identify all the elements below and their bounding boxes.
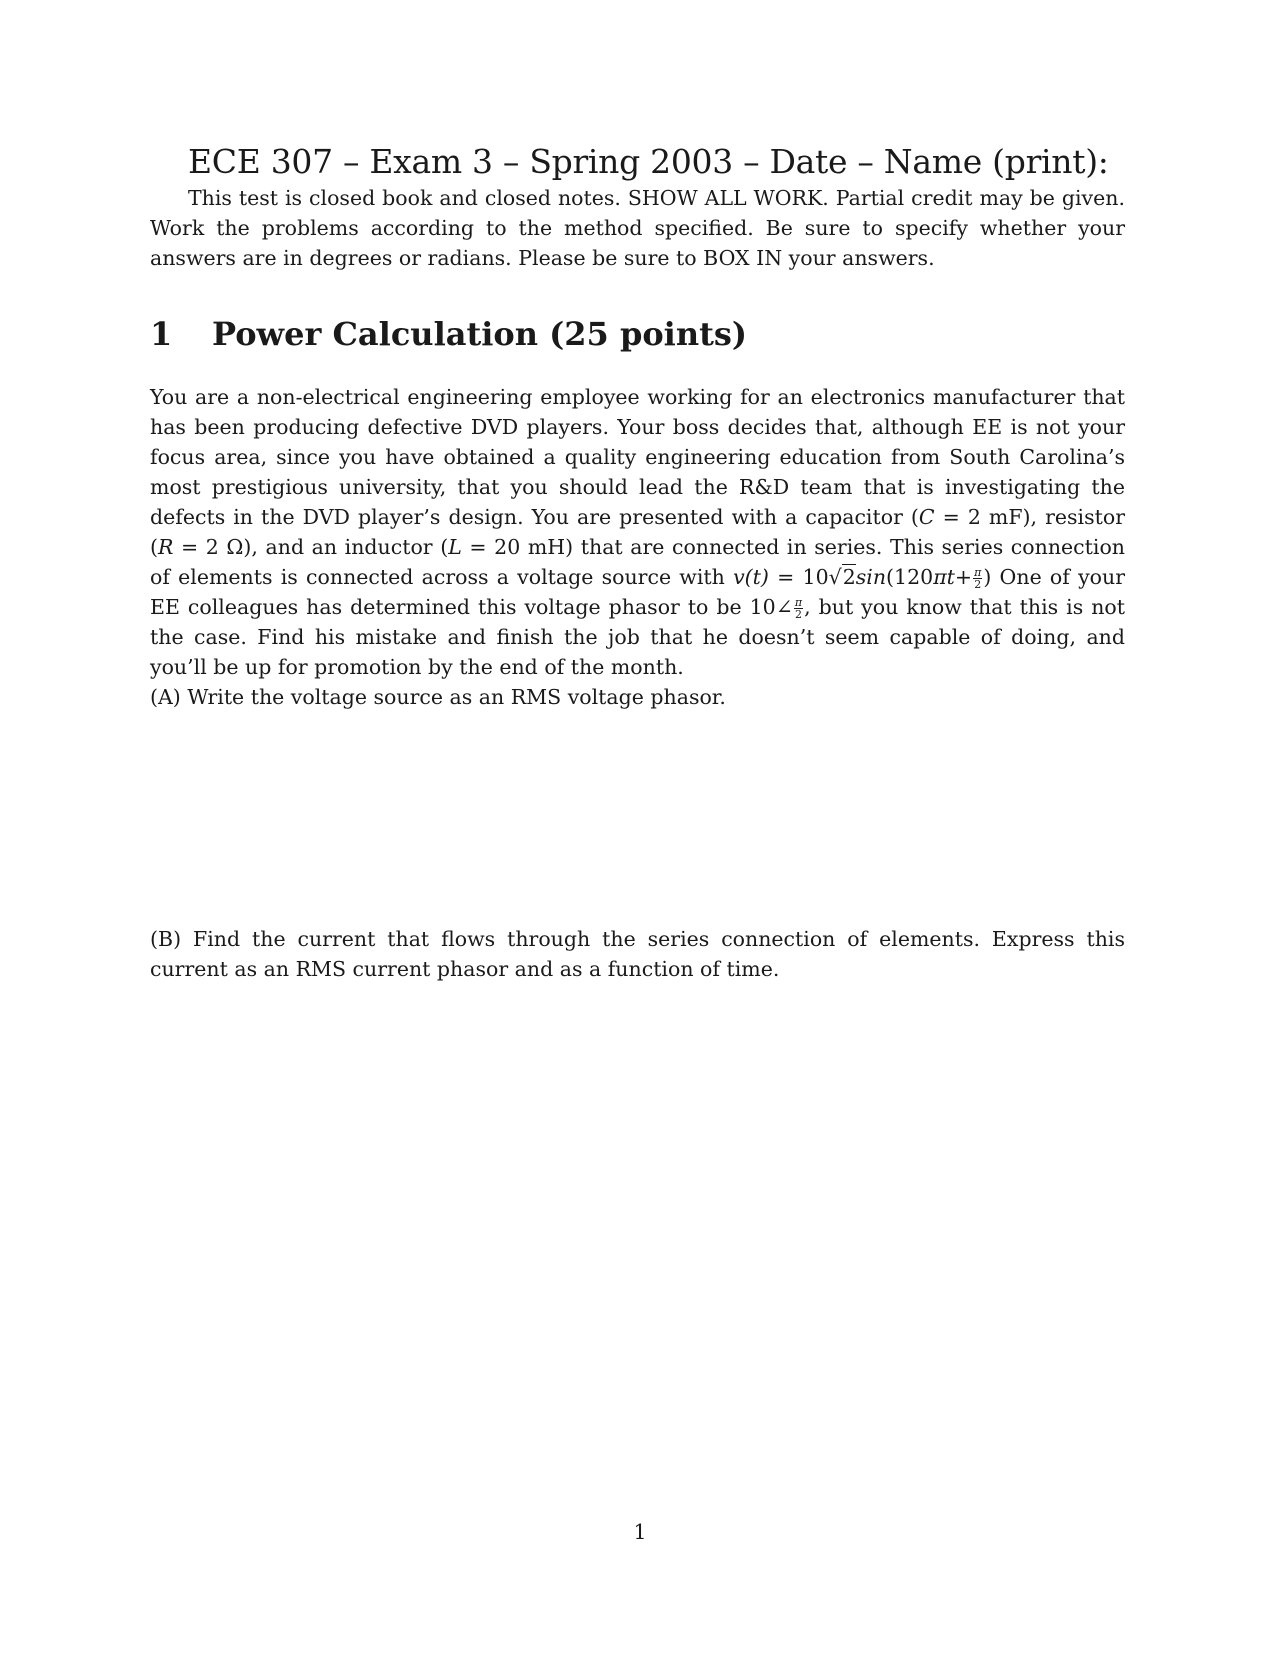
section-number: 1: [150, 315, 173, 353]
part-b-question: (B) Find the current that flows through the series connection of elements. Express this current as an RMS current phasor and as a function of time.: [150, 927, 1125, 981]
phase-fraction: [973, 567, 982, 590]
phasor-angle-denominator: 2: [795, 608, 802, 621]
problem-text-colleague: One of your EE colleagues has determined this voltage phasor to be 10∠: [150, 565, 1126, 619]
phasor-angle-numerator: π: [794, 596, 803, 609]
problem-body: [150, 382, 1125, 682]
sine-argument-close: ): [983, 565, 992, 589]
exam-instructions: This test is closed book and closed notes. SHOW ALL WORK. Partial credit may be given. Work the problems according to the method specified. Be sure to specify whether your answers are in degrees or radians. Please be sure to BOX IN your answers.: [150, 186, 1125, 270]
problem-text-intro: You are a non-electrical engineering employee working for an electronics manufacturer that has been producing defective DVD players. Your boss decides that, although EE is not your focus area, since you have obtained a quality engineering education from South Carolina’s most prestigious university, that you should lead the R&D team that is investigating the defects in the DVD player’s design. You are presented with a capacitor (: [150, 385, 1125, 529]
omega-t-term: πt: [933, 565, 955, 589]
sine-argument-open: (120: [886, 565, 934, 589]
page-number: 1: [633, 1520, 647, 1544]
section-heading: [150, 315, 747, 353]
capacitor-value: = 2 mF), resistor (: [150, 505, 1126, 559]
voltage-amplitude: = 10√: [768, 565, 842, 589]
phasor-angle-fraction: [794, 597, 803, 620]
problem-statement: [150, 382, 1125, 712]
inductor-symbol: L: [448, 535, 462, 559]
section-title: Power Calculation (25 points): [212, 315, 748, 353]
sine-function: sin: [855, 565, 887, 589]
resistor-value: = 2 Ω), and an inductor (: [173, 535, 449, 559]
plus-sign: +: [954, 565, 973, 589]
inductor-value: = 20 mH) that are connected in series. This series connection of elements is connected across a voltage source with: [150, 535, 1125, 589]
voltage-function-symbol: v(t): [733, 565, 769, 589]
problem-text-conclusion: , but you know that this is not the case. Find his mistake and finish the job that he doesn’t seem capable of doing, and you’ll be up for promotion by the end of the month.: [150, 595, 1125, 679]
exam-header-title: ECE 307 – Exam 3 – Spring 2003 – Date – Name (print):: [188, 142, 1109, 181]
phase-numerator: π: [974, 566, 982, 579]
resistor-symbol: R: [158, 535, 174, 559]
phase-denominator: 2: [974, 578, 982, 591]
sqrt-argument: 2: [842, 565, 856, 589]
part-a-question: (A) Write the voltage source as an RMS voltage phasor.: [150, 685, 726, 709]
capacitor-symbol: C: [918, 505, 935, 529]
